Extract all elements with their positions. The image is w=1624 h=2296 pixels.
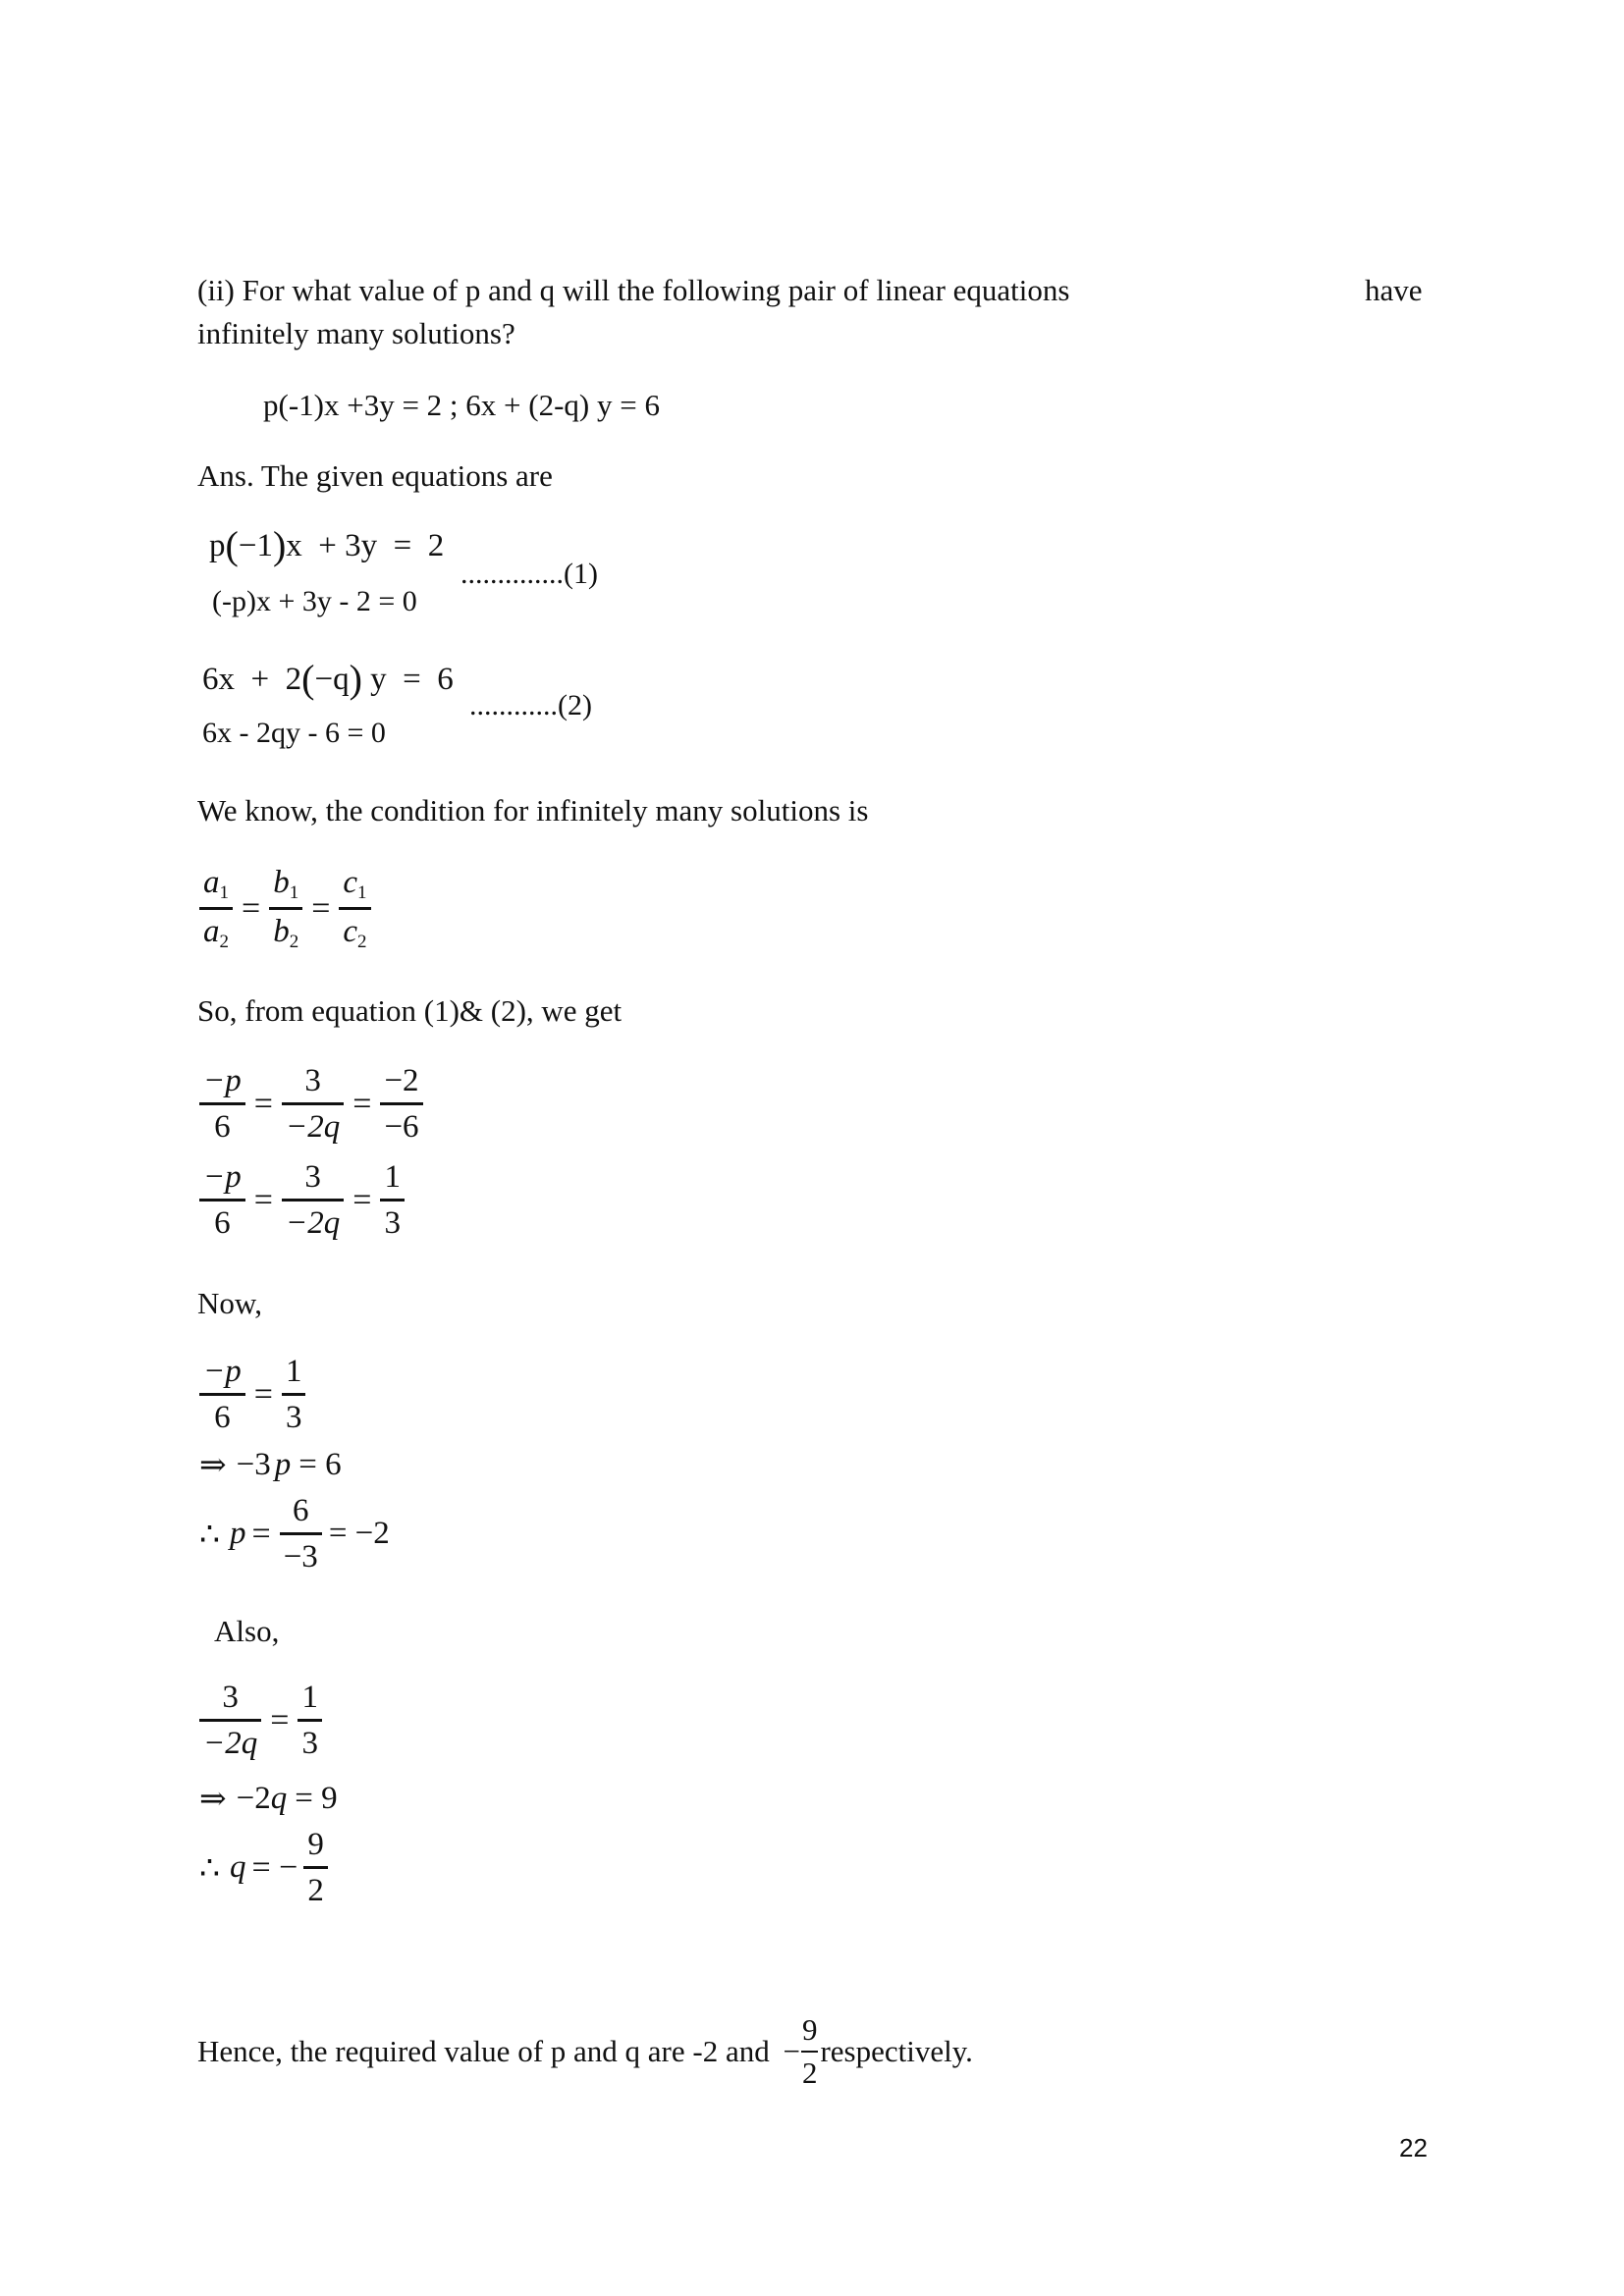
fraction: $\frac{9}{2}$: [303, 1828, 328, 1907]
equation-2-standard: 6x - 2qy - 6 = 0: [202, 717, 386, 749]
condition-text: We know, the condition for infinitely many solutions is: [197, 793, 869, 828]
question-line-1-end: have: [1365, 273, 1423, 307]
q-step-2: ⇒ −2 q = 9: [199, 1780, 338, 1817]
question-line-2: infinitely many solutions?: [197, 316, 515, 350]
implies-icon: ⇒: [199, 1782, 227, 1817]
fraction: $\frac{1}{3}$: [298, 1681, 322, 1760]
fraction: $\frac{-p}{6}$: [199, 1064, 245, 1144]
equation-2-label: ............(2): [469, 689, 592, 721]
fraction: $\frac{1}{3}$: [282, 1355, 306, 1434]
fraction: $\frac{-p}{6}$: [199, 1160, 245, 1240]
equation-1-label: ..............(1): [460, 558, 598, 590]
p-step-3: ∴ p = $\frac{6}{-3}$ = −2: [199, 1493, 390, 1575]
now-text: Now,: [197, 1286, 263, 1320]
fraction: $\frac{3}{-2q}$: [282, 1160, 344, 1240]
fraction: $\frac{6}{-3}$: [280, 1494, 322, 1574]
answer-intro: Ans. The given equations are: [197, 458, 553, 493]
question-line-1: (ii) For what value of p and q will the following pair of linear equations: [197, 273, 1070, 307]
q-step-3: ∴ q = − $\frac{9}{2}$: [199, 1828, 331, 1907]
implies-icon: ⇒: [199, 1448, 227, 1483]
equation-1-original: p(−1)x + 3y = 2: [209, 523, 445, 567]
fraction: $\frac{1}{3}$: [380, 1160, 405, 1240]
fraction: $\frac{3}{-2q}$: [282, 1064, 344, 1144]
ratio-line-2: $\frac{-p}{6}$ = $\frac{3}{-2q}$ = $\frac{1}{3}$: [196, 1160, 407, 1240]
equation-2-original: 6x + 2(−q) y = 6: [202, 657, 454, 701]
therefore-icon: ∴: [199, 1517, 220, 1553]
ratio-line-1: $\frac{-p}{6}$ = $\frac{3}{-2q}$ = $\frac{-2}{-6}$: [196, 1064, 426, 1144]
fraction: $\frac{-p}{6}$: [199, 1355, 245, 1434]
from-text: So, from equation (1)& (2), we get: [197, 993, 623, 1028]
fraction: $\frac{-2}{-6}$: [380, 1064, 422, 1144]
fraction: $\frac{9}{2}$: [801, 2012, 818, 2090]
q-step-1: $\frac{3}{-2q}$ = $\frac{1}{3}$: [196, 1681, 325, 1760]
fraction-c: $\frac{c_1}{c_2}$: [339, 866, 370, 952]
page-number: 22: [1399, 2133, 1428, 2163]
condition-formula: $\frac{a_1}{a_2}$ = $\frac{b_1}{b_2}$ = $\frac{c_1}{c_2}$: [196, 866, 374, 952]
fraction: $\frac{3}{-2q}$: [199, 1681, 261, 1760]
p-step-2: ⇒ −3 p = 6: [199, 1446, 342, 1483]
conclusion: Hence, the required value of p and q are -2 and − $\frac{9}{2}$ respectively.: [197, 2012, 973, 2090]
also-text: Also,: [214, 1614, 280, 1648]
equation-1-standard: (-p)x + 3y - 2 = 0: [212, 585, 417, 617]
fraction-b: $\frac{b_1}{b_2}$: [269, 866, 302, 952]
question-equation: p(-1)x +3y = 2 ; 6x + (2-q) y = 6: [263, 388, 660, 422]
p-step-1: $\frac{-p}{6}$ = $\frac{1}{3}$: [196, 1355, 308, 1434]
therefore-icon: ∴: [199, 1850, 220, 1887]
fraction-a: $\frac{a_1}{a_2}$: [199, 866, 233, 952]
